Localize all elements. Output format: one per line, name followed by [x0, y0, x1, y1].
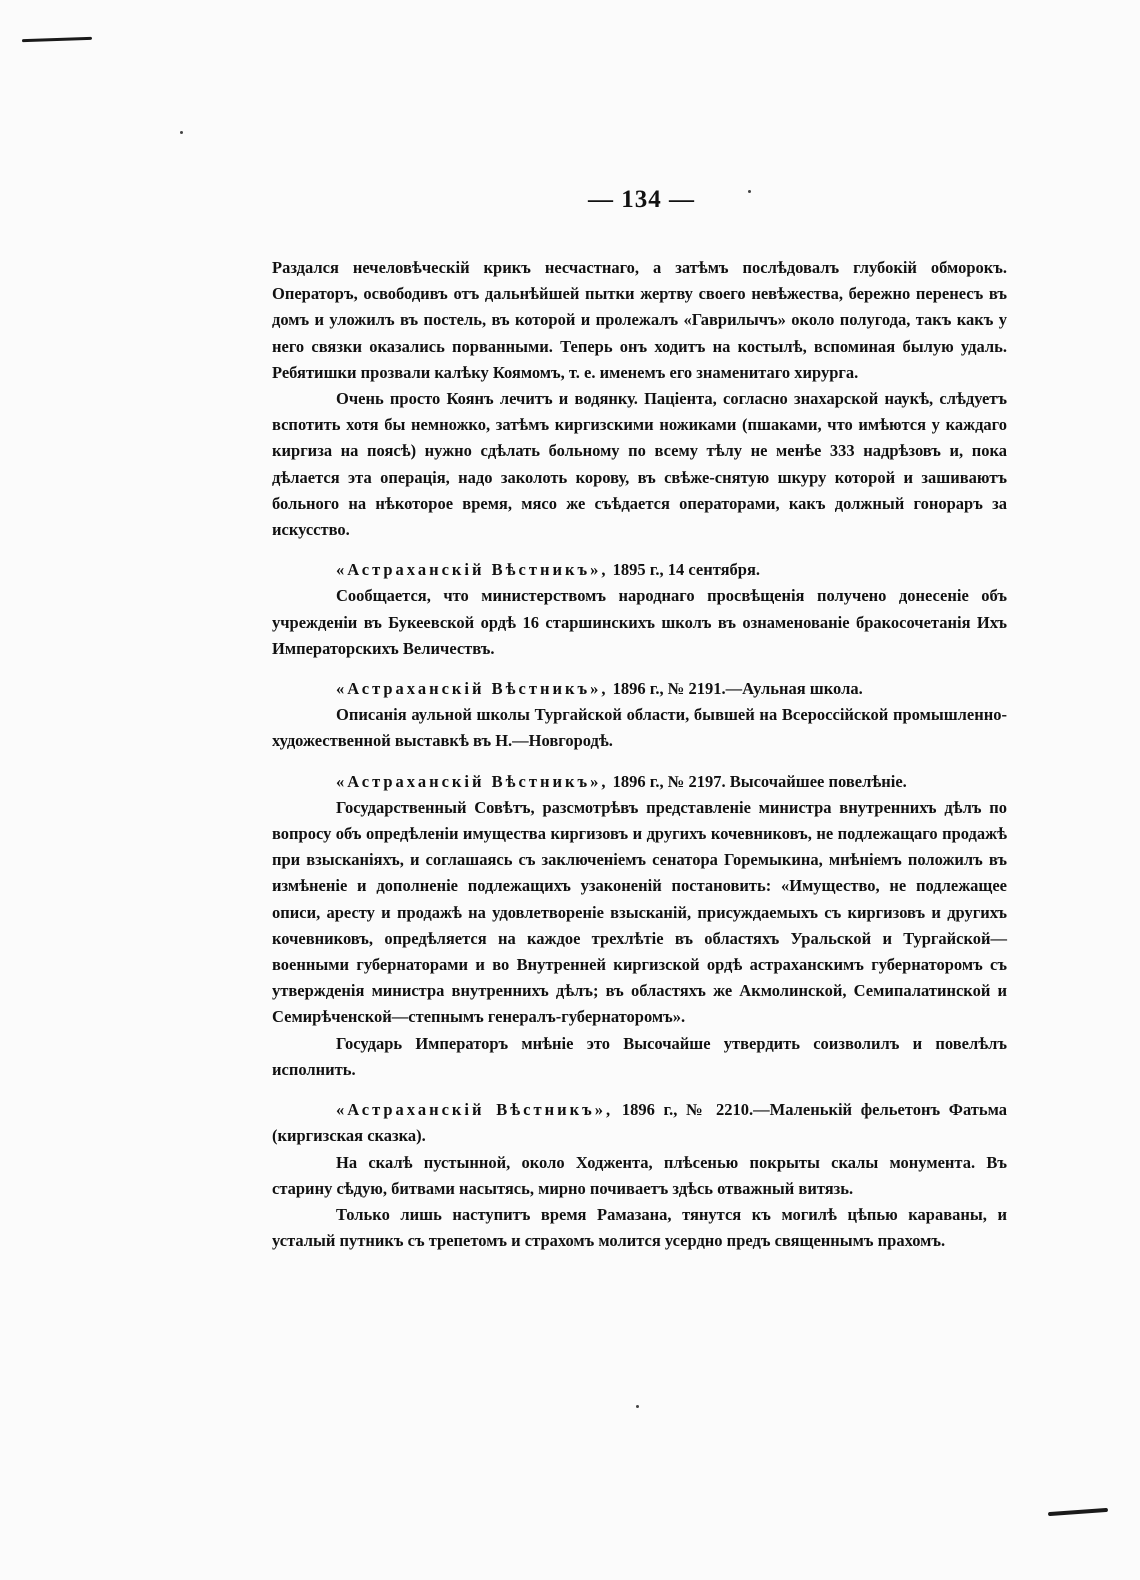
news-entry-2191 — [272, 676, 1007, 755]
scan-speck — [636, 1405, 639, 1408]
entry-paragraph: Государь Императоръ мнѣніе это Высочайше утвердить соизволилъ и повелѣлъ исполнить. — [272, 1033, 1007, 1079]
entry-heading — [272, 1097, 1007, 1149]
paragraph-dropsy-cure: Очень просто Коянъ лечитъ и водянку. Паціента, согласно знахарской наукѣ, слѣдуетъ вспотить хотя бы немножко, затѣмъ киргизскими ножиками (пшаками, что имѣются у каждаго киргиза на поясѣ) нужно сдѣлать больному по всему тѣлу не менѣе 333 надрѣзовъ и, пока дѣлается эта операція, надо заколоть корову, въ свѣже-снятую шкуру которой и зашиваютъ больного на нѣкоторое время, мясо же съѣдается операторами, какъ должный гонораръ за искусство. — [272, 389, 1007, 540]
paragraph-hospital-story: Раздался нечеловѣческій крикъ несчастнаго, а затѣмъ послѣдовалъ глубокій обморокъ. Операторъ, освободивъ отъ дальнѣйшей пытки жертву своего невѣжества, бережно перенесъ въ домъ и уложилъ въ постель, въ которой и пролежалъ «Гаврилычъ» около полугода, такъ какъ у него связки оказались порванными. Теперь онъ ходитъ на костылѣ, вспоминая былую удаль. Ребятишки прозвали калѣку Коямомъ, т. е. именемъ его знаменитаго хирурга. — [272, 258, 1007, 382]
scan-mark-bottom-right — [1048, 1508, 1108, 1516]
news-entry-1895-sept — [272, 557, 1007, 662]
scan-speck — [180, 131, 183, 134]
entry-paragraph: Описанія аульной школы Тургайской области, бывшей на Всероссійской промышленно-художественной выставкѣ въ Н.—Новгородѣ. — [272, 705, 1007, 751]
entry-paragraph: Только лишь наступитъ время Рамазана, тянутся къ могилѣ цѣпью караваны, и усталый путникъ съ трепетомъ и страхомъ молится усердно предъ священнымъ прахомъ. — [272, 1204, 1007, 1251]
entry-source: «Астраханскій Вѣстникъ», — [336, 560, 609, 580]
entry-heading — [272, 676, 1007, 702]
entry-citation: 1895 г., 14 сентября. — [608, 560, 761, 580]
page-number: — 134 — — [588, 186, 695, 213]
scan-mark-top-left — [22, 37, 92, 42]
entry-paragraph: Сообщается, что министерствомъ народнаго просвѣщенія получено донесеніе объ учрежденіи въ Букеевской ордѣ 16 старшинскихъ школъ въ ознаменованіе бракосочетанія Ихъ Императорскихъ Величествъ. — [272, 586, 1007, 658]
news-entry-2197 — [272, 769, 1007, 1083]
entry-heading — [272, 769, 1007, 795]
entry-source: «Астраханскій Вѣстникъ», — [336, 771, 609, 791]
entry-citation: 1896 г., № 2191.—Аульная школа. — [608, 679, 863, 699]
entry-source: «Астраханскій Вѣстникъ», — [336, 679, 609, 699]
entry-citation: 1896 г., № 2210.—Маленькій фельетонъ Фатьма (киргизская сказка). — [272, 1100, 1007, 1146]
entry-source: «Астраханскій Вѣстникъ», — [336, 1100, 614, 1120]
entry-paragraph: Государственный Совѣтъ, разсмотрѣвъ представленіе министра внутреннихъ дѣлъ по вопросу объ опредѣленіи имущества киргизовъ и другихъ кочевниковъ, не подлежащаго продажѣ при взысканіяхъ, и соглашаясь съ заключеніемъ сенатора Горемыкина, мнѣніемъ положилъ въ измѣненіе и дополненіе подлежащихъ узаконеній постановить: «Имущество, не подлежащее описи, аресту и продажѣ на удовлетвореніе взысканій, присуждаемыхъ съ киргизовъ и другихъ кочевниковъ, опредѣляется на каждое трехлѣтіе въ областяхъ Уральской и Тургайской—военными губернаторами и во Внутренней киргизской ордѣ астраханскимъ губернаторомъ съ утвержденія министра внутреннихъ дѣлъ; въ областяхъ же Акмолинской, Семипалатинской и Семирѣченской—степнымъ генералъ-губернаторомъ». — [272, 797, 1007, 1027]
news-entry-2210 — [272, 1097, 1007, 1254]
entry-citation: 1896 г., № 2197. Высочайшее повелѣніе. — [608, 771, 907, 791]
entry-heading — [272, 557, 1007, 583]
entry-paragraph: На скалѣ пустынной, около Ходжента, плѣсенью покрыты скалы монумента. Въ старину сѣдую, битвами насытясь, мирно почиваетъ здѣсь отважный витязь. — [272, 1152, 1007, 1198]
page-body — [272, 255, 1007, 1254]
